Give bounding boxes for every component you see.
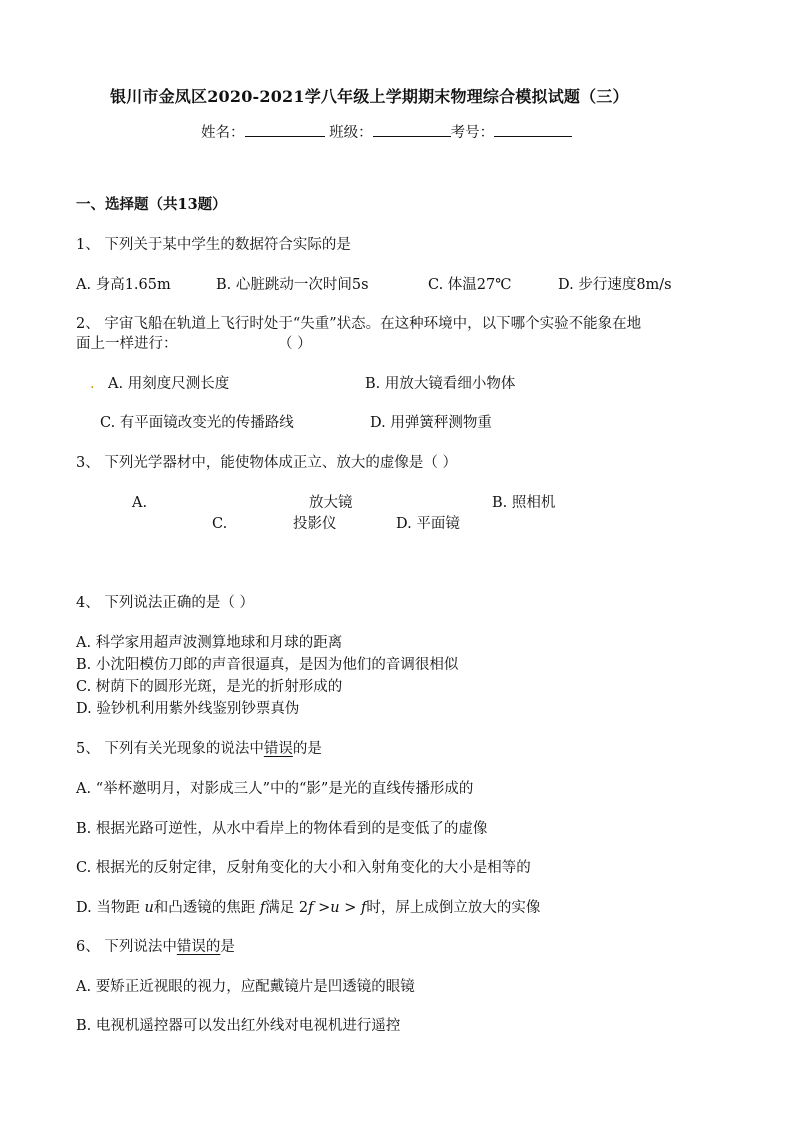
q6-stem-underlined: 错误的 bbox=[176, 939, 221, 955]
q1-option-b: B. 心脏跳动一次时间5s bbox=[216, 277, 369, 293]
q5-d-f3: f bbox=[360, 900, 367, 916]
student-info-line bbox=[201, 122, 572, 142]
q5-stem-post: 的是 bbox=[292, 741, 322, 757]
q3-option-a-text: 放大镜 bbox=[309, 495, 353, 511]
q5-d-u2: u bbox=[330, 900, 340, 916]
q5-d-post: 时，屏上成倒立放大的实像 bbox=[366, 900, 541, 916]
q2-option-c: C. 有平面镜改变光的传播路线 bbox=[100, 415, 294, 431]
name-label: 姓名： bbox=[201, 125, 245, 141]
q2-option-a: A. 用刻度尺测长度 bbox=[108, 376, 230, 392]
q2-stem-line2: 面上一样进行： bbox=[76, 336, 178, 352]
q3-stem: 3、 下列光学器材中，能使物体成正立、放大的虚像是（ ） bbox=[76, 455, 457, 471]
q1-option-c: C. 体温27℃ bbox=[428, 277, 512, 293]
q6-stem bbox=[76, 938, 235, 956]
section-heading: 一、选择题（共13题） bbox=[76, 196, 227, 213]
q5-stem-underlined: 错误 bbox=[263, 741, 293, 757]
q5-d-f: f bbox=[259, 900, 266, 916]
class-label: 班级： bbox=[329, 125, 373, 141]
q1-option-d: D. 步行速度8m/s bbox=[558, 277, 672, 293]
q5-d-f2: f bbox=[308, 900, 314, 916]
q6-option-a: A. 要矫正近视眼的视力，应配戴镜片是凹透镜的眼镜 bbox=[76, 979, 415, 995]
q6-stem-post: 是 bbox=[220, 939, 235, 955]
q5-option-b: B. 根据光路可逆性，从水中看岸上的物体看到的是变低了的虚像 bbox=[76, 821, 488, 837]
q6-stem-pre: 6、 下列说法中 bbox=[76, 939, 177, 955]
page-title: 银川市金凤区2020-2021学八年级上学期期末物理综合模拟试题（三） bbox=[110, 87, 629, 106]
q3-option-a-label: A. bbox=[132, 495, 148, 511]
q5-d-u: u bbox=[144, 900, 154, 916]
q2-mark: . bbox=[90, 376, 95, 392]
q5-d-gt: > bbox=[313, 900, 331, 916]
q3-option-c-text: 投影仪 bbox=[293, 516, 337, 532]
q2-option-b: B. 用放大镜看细小物体 bbox=[365, 376, 516, 392]
name-blank[interactable] bbox=[245, 122, 325, 137]
q3-option-c-label: C. bbox=[212, 516, 228, 532]
q5-stem bbox=[76, 740, 322, 758]
q5-option-a: A. “举杯邀明月，对影成三人”中的“影”是光的直线传播形成的 bbox=[76, 781, 474, 797]
q2-stem-line1: 2、 宇宙飞船在轨道上飞行时处于“失重”状态。在这种环境中，以下哪个实验不能象在地 bbox=[76, 316, 642, 332]
q4-option-a: A. 科学家用超声波测算地球和月球的距离 bbox=[76, 635, 343, 651]
q3-option-d: D. 平面镜 bbox=[396, 516, 460, 532]
q5-option-d bbox=[76, 899, 540, 917]
q5-d-gt2: > bbox=[339, 900, 361, 916]
exam-number-blank[interactable] bbox=[494, 122, 572, 137]
q1-option-a: A. 身高1.65m bbox=[76, 277, 171, 293]
q4-stem: 4、 下列说法正确的是（ ） bbox=[76, 595, 254, 611]
q6-option-b: B. 电视机遥控器可以发出红外线对电视机进行遥控 bbox=[76, 1018, 401, 1034]
class-blank[interactable] bbox=[373, 122, 451, 137]
q4-option-c: C. 树荫下的圆形光斑，是光的折射形成的 bbox=[76, 679, 343, 695]
q5-d-mid1: 和凸透镜的焦距 bbox=[153, 900, 260, 916]
q4-option-d: D. 验钞机利用紫外线鉴别钞票真伪 bbox=[76, 701, 300, 717]
q2-answer-paren: （ ） bbox=[278, 336, 312, 352]
q1-stem: 1、 下列关于某中学生的数据符合实际的是 bbox=[76, 237, 351, 253]
q5-d-pre: D. 当物距 bbox=[76, 900, 145, 916]
q5-option-c: C. 根据光的反射定律，反射角变化的大小和入射角变化的大小是相等的 bbox=[76, 860, 531, 876]
exam-label: 考号： bbox=[450, 125, 495, 141]
q5-stem-pre: 5、 下列有关光现象的说法中 bbox=[76, 741, 264, 757]
q4-option-b: B. 小沈阳模仿刀郎的声音很逼真，是因为他们的音调很相似 bbox=[76, 657, 459, 673]
q2-option-d: D. 用弹簧秤测物重 bbox=[370, 415, 492, 431]
q3-option-b: B. 照相机 bbox=[492, 495, 556, 511]
q5-d-mid2: 满足 2 bbox=[265, 900, 309, 916]
